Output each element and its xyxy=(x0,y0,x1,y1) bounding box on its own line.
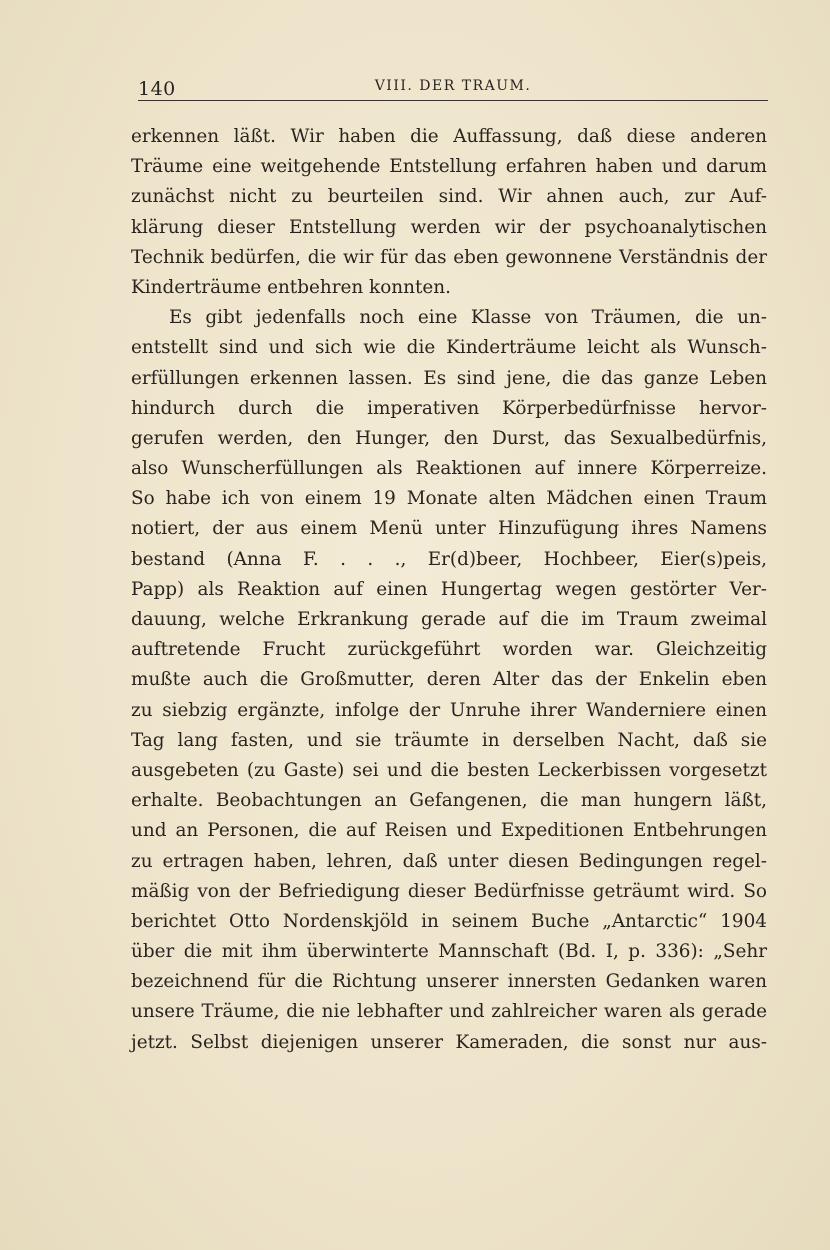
body-text xyxy=(131,122,767,1058)
text-line: auftretende Frucht zurückgeführt worden war. Gleichzeitig xyxy=(131,639,767,661)
text-line: über die mit ihm überwinterte Mannschaft (Bd. I, p. 336): „Sehr xyxy=(131,941,767,963)
text-line: Es gibt jedenfalls noch eine Klasse von Träumen, die un- xyxy=(169,307,767,329)
text-line: Tag lang fasten, und sie träumte in derselben Nacht, daß sie xyxy=(131,729,767,751)
text-line: zu ertragen haben, lehren, daß unter diesen Bedingungen regel- xyxy=(131,850,767,872)
text-line: hindurch durch die imperativen Körperbedürfnisse hervor- xyxy=(131,397,767,419)
text-line: mäßig von der Befriedigung dieser Bedürfnisse geträumt wird. So xyxy=(131,880,767,902)
text-line: jetzt. Selbst diejenigen unserer Kameraden, die sonst nur aus- xyxy=(131,1031,767,1053)
text-line: gerufen werden, den Hunger, den Durst, das Sexualbedürfnis, xyxy=(131,427,767,449)
header-rule xyxy=(138,100,768,101)
text-line: und an Personen, die auf Reisen und Expeditionen Entbehrungen xyxy=(131,820,767,842)
text-line: unsere Träume, die nie lebhafter und zahlreicher waren als gerade xyxy=(131,1001,767,1023)
text-line: notiert, der aus einem Menü unter Hinzufügung ihres Namens xyxy=(131,518,767,540)
text-line: berichtet Otto Nordenskjöld in seinem Buche „Antarctic“ 1904 xyxy=(131,910,767,932)
text-line: Träume eine weitgehende Entstellung erfahren haben und darum xyxy=(131,156,767,178)
text-line: entstellt sind und sich wie die Kinderträume leicht als Wunsch- xyxy=(131,337,767,359)
text-line: bezeichnend für die Richtung unserer innersten Gedanken waren xyxy=(131,971,767,993)
page-number: 140 xyxy=(138,78,176,100)
text-line: Papp) als Reaktion auf einen Hungertag wegen gestörter Ver- xyxy=(131,578,767,600)
text-line: erfüllungen erkennen lassen. Es sind jene, die das ganze Leben xyxy=(131,367,767,389)
text-line: also Wunscherfüllungen als Reaktionen auf innere Körperreize. xyxy=(131,458,767,480)
running-head: VIII. DER TRAUM. xyxy=(374,78,532,94)
text-line: zu siebzig ergänzte, infolge der Unruhe ihrer Wanderniere einen xyxy=(131,699,767,721)
text-line: So habe ich von einem 19 Monate alten Mädchen einen Traum xyxy=(131,488,767,510)
text-line: klärung dieser Entstellung werden wir der psychoanalytischen xyxy=(131,216,767,238)
text-line: ausgebeten (zu Gaste) sei und die besten Leckerbissen vorgesetzt xyxy=(131,759,767,781)
text-line: Technik bedürfen, die wir für das eben gewonnene Verständnis der xyxy=(131,246,767,268)
text-line: bestand (Anna F. . . ., Er(d)beer, Hochbeer, Eier(s)peis, xyxy=(131,548,767,570)
text-line: dauung, welche Erkrankung gerade auf die im Traum zweimal xyxy=(131,609,767,630)
page-header xyxy=(138,72,768,102)
text-line: erhalte. Beobachtungen an Gefangenen, die man hungern läßt, xyxy=(131,790,767,812)
text-line: zunächst nicht zu beurteilen sind. Wir ahnen auch, zur Auf- xyxy=(131,186,767,208)
text-line: Kinderträume entbehren konnten. xyxy=(131,276,451,298)
text-line: erkennen läßt. Wir haben die Auffassung, daß diese anderen xyxy=(131,126,767,147)
text-line: mußte auch die Großmutter, deren Alter das der Enkelin eben xyxy=(131,669,767,691)
